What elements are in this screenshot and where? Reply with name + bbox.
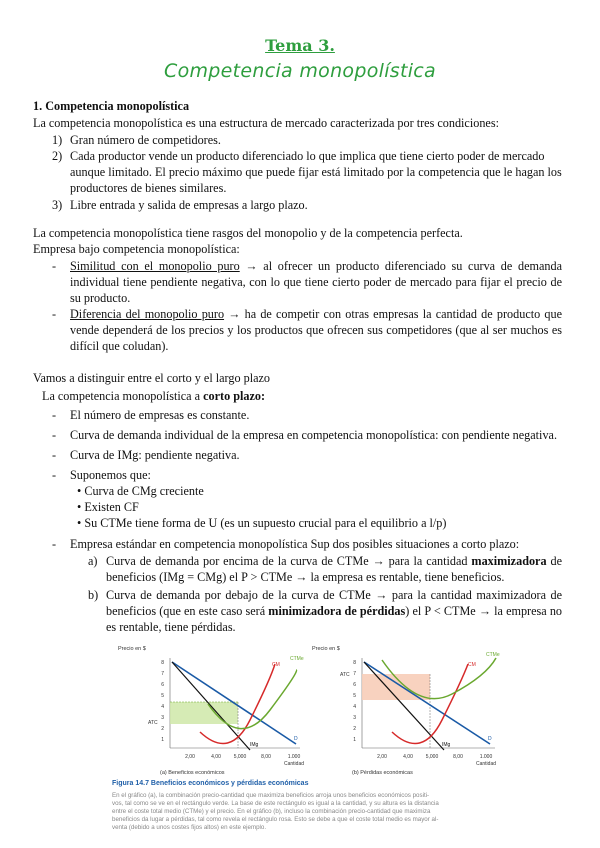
bullet-dash: -	[52, 537, 57, 551]
empresa-label: Empresa bajo competencia monopolística:	[33, 242, 240, 256]
condition-1-num: 1)	[52, 133, 63, 147]
right-ytick: 6	[353, 682, 356, 688]
right-xtick: 1.000	[479, 754, 493, 760]
estandar-text: Empresa estándar en competencia monopolística Sup dos posibles situaciones a corto plazo:	[70, 537, 520, 551]
figure-caption-line: vos, tal como se ve en el rectángulo verde. La base de este rectángulo es igual a la cantidad, y su altura es la distancia	[112, 800, 439, 807]
left-mr-label: IMg	[250, 742, 259, 748]
case-b-line-2	[106, 603, 562, 619]
sub-item-1: • Curva de CMg creciente	[77, 484, 204, 498]
bullet-dash: -	[52, 468, 57, 482]
corto-plazo-label	[42, 388, 265, 404]
right-mr-label: IMg	[442, 742, 451, 748]
bullet-dash: -	[52, 408, 57, 422]
right-xlabel: Cantidad	[475, 761, 497, 767]
left-mc-label: CM	[272, 662, 280, 668]
case-b-pre: beneficios (que en este caso será	[106, 604, 269, 618]
condition-3-text: Libre entrada y salida de empresas a largo plazo.	[70, 198, 308, 212]
left-ytick: 3	[161, 715, 164, 721]
left-atc-label: ATC	[148, 720, 158, 726]
right-ytick: 5	[353, 693, 356, 699]
cost-curves-figure	[100, 640, 520, 780]
bullet-2-line-2: vende dependerá de los precios y los productos que ofrecen sus competidores (que al ser muchos es	[70, 323, 562, 337]
case-b-line-1: Curva de demanda por debajo de la curva de CTMe → para la cantidad maximizadora de	[106, 588, 562, 602]
case-a-pre: Curva de demanda por encima de la curva de CTMe → para la cantidad	[106, 554, 472, 568]
case-a-num: a)	[88, 554, 98, 568]
right-ytick: 2	[353, 726, 356, 732]
bullet-1-text: → al ofrecer un producto diferenciado su curva de demanda	[239, 259, 562, 273]
bullet-2-text: → ha de competir con otras empresas la cantidad de producto que	[224, 307, 562, 321]
figure-caption-line: venta (debido a unos costes fijos altos) en este ejemplo.	[112, 824, 267, 831]
corto-item-4: Suponemos que:	[70, 468, 151, 482]
case-a-bold: maximizadora	[471, 554, 547, 568]
left-ylabel: Precio en $	[118, 646, 146, 652]
bullet-dash: -	[52, 448, 57, 462]
case-b-post: ) el P < CTMe → la empresa no	[405, 604, 563, 618]
corto-item-3: Curva de IMg: pendiente negativa.	[70, 448, 240, 462]
bullet-2-term: Diferencia del monopolio puro	[70, 307, 225, 321]
bullet-1-line-2: individual tiene pendiente negativa, con lo que tiene cierto poder de mercado para fijar el precio de	[70, 275, 562, 289]
bullet-dash: -	[52, 259, 57, 273]
figure-caption-line: entre el coste total medio (CTMe) y el precio. En el gráfico (b), incluso la combinación precio-cantidad que maximiza	[112, 808, 431, 815]
condition-1-text: Gran número de competidores.	[70, 133, 221, 147]
corto-item-1: El número de empresas es constante.	[70, 408, 250, 422]
left-ytick: 7	[161, 671, 164, 677]
left-xtick: 8,00	[261, 754, 271, 760]
right-ytick: 7	[353, 671, 356, 677]
left-xlabel: Cantidad	[283, 761, 305, 767]
intro-text: La competencia monopolística es una estructura de mercado caracterizada por tres condiciones:	[33, 116, 499, 130]
page-title: Tema 3.	[265, 36, 335, 55]
case-a-post: de	[546, 554, 562, 568]
bullet-1-term: Similitud con el monopolio puro	[70, 259, 240, 273]
distinguir-text: Vamos a distinguir entre el corto y el largo plazo	[33, 371, 271, 385]
left-panel	[118, 646, 304, 776]
case-b-line-3: es rentable, tiene pérdidas.	[106, 620, 236, 634]
right-atc-label: ATC	[340, 672, 350, 678]
right-xtick: 8,00	[453, 754, 463, 760]
left-ytick: 6	[161, 682, 164, 688]
bullet-2-line-1	[70, 306, 562, 322]
left-ytick: 5	[161, 693, 164, 699]
figure-caption-title: Figura 14.7 Beneficios económicos y pérdidas económicas	[112, 780, 309, 787]
left-xtick: 1.000	[287, 754, 301, 760]
corto-plazo-prefix: La competencia monopolística a	[42, 389, 204, 403]
right-ytick: 4	[353, 704, 356, 710]
sub-item-3: • Su CTMe tiene forma de U (es un supuesto crucial para el equilibrio a l/p)	[77, 516, 447, 530]
left-panel-title: (a) Beneficios económicos	[160, 770, 225, 776]
page-subtitle: Competencia monopolística	[164, 60, 436, 82]
right-atc-curve-label: CTMe	[486, 652, 500, 658]
left-d-label: D	[294, 736, 298, 742]
right-panel	[312, 646, 500, 776]
left-xtick: 2,00	[185, 754, 195, 760]
right-mc-label: CM	[468, 662, 476, 668]
right-xtick: 5,000	[425, 754, 439, 760]
condition-2-line-2: aunque limitado. El precio máximo que puede fijar está limitado por la competencia que le hagan los	[70, 165, 562, 179]
case-a-line-2: beneficios (IMg = CMg) el P > CTMe → la empresa es rentable, tiene beneficios.	[106, 570, 505, 584]
right-xtick: 2,00	[377, 754, 387, 760]
right-d-label: D	[488, 736, 492, 742]
left-xtick: 5,000	[233, 754, 247, 760]
section-heading: 1. Competencia monopolística	[33, 99, 190, 113]
bullet-2-line-3: difícil que coludan).	[70, 339, 169, 353]
case-a-line-1	[106, 553, 562, 569]
left-xtick: 4,00	[211, 754, 221, 760]
right-ytick: 1	[353, 737, 356, 743]
right-panel-title: (b) Pérdidas económicas	[352, 770, 413, 776]
condition-3-num: 3)	[52, 198, 63, 212]
condition-2-line-1: Cada productor vende un producto diferenciado lo que implica que tiene cierto poder de mercado	[70, 149, 545, 163]
bullet-1-line-1	[70, 258, 562, 274]
case-b-bold: minimizadora de pérdidas	[268, 604, 406, 618]
left-ytick: 8	[161, 660, 164, 666]
figure-caption-line: En el gráfico (a), la combinación precio-cantidad que maximiza beneficios arroja unos beneficios económicos positi-	[112, 792, 430, 799]
left-ytick: 2	[161, 726, 164, 732]
bullet-dash: -	[52, 428, 57, 442]
bullet-1-line-3: su producto.	[70, 291, 131, 305]
profit-rectangle	[170, 702, 238, 724]
left-ytick: 1	[161, 737, 164, 743]
sub-item-2: • Existen CF	[77, 500, 139, 514]
corto-plazo-bold: corto plazo:	[203, 389, 266, 403]
figure-caption-line: beneficios da lugar a pérdidas, tal como revela el rectángulo rosa. Esto se debe a que el coste total medio es mayor al-	[112, 816, 439, 823]
bullet-dash: -	[52, 307, 57, 321]
right-ylabel: Precio en $	[312, 646, 340, 652]
left-ytick: 4	[161, 704, 164, 710]
right-xtick: 4,00	[403, 754, 413, 760]
condition-2-line-3: productores de bienes similares.	[70, 181, 227, 195]
case-b-num: b)	[88, 588, 99, 602]
right-ytick: 8	[353, 660, 356, 666]
right-ytick: 3	[353, 715, 356, 721]
left-atc-curve	[208, 670, 296, 729]
rasgos-text: La competencia monopolística tiene rasgos del monopolio y de la competencia perfecta.	[33, 226, 463, 240]
corto-item-2: Curva de demanda individual de la empresa en competencia monopolística: con pendiente negativa.	[70, 428, 557, 442]
condition-2-num: 2)	[52, 149, 63, 163]
left-atc-curve-label: CTMe	[290, 656, 304, 662]
